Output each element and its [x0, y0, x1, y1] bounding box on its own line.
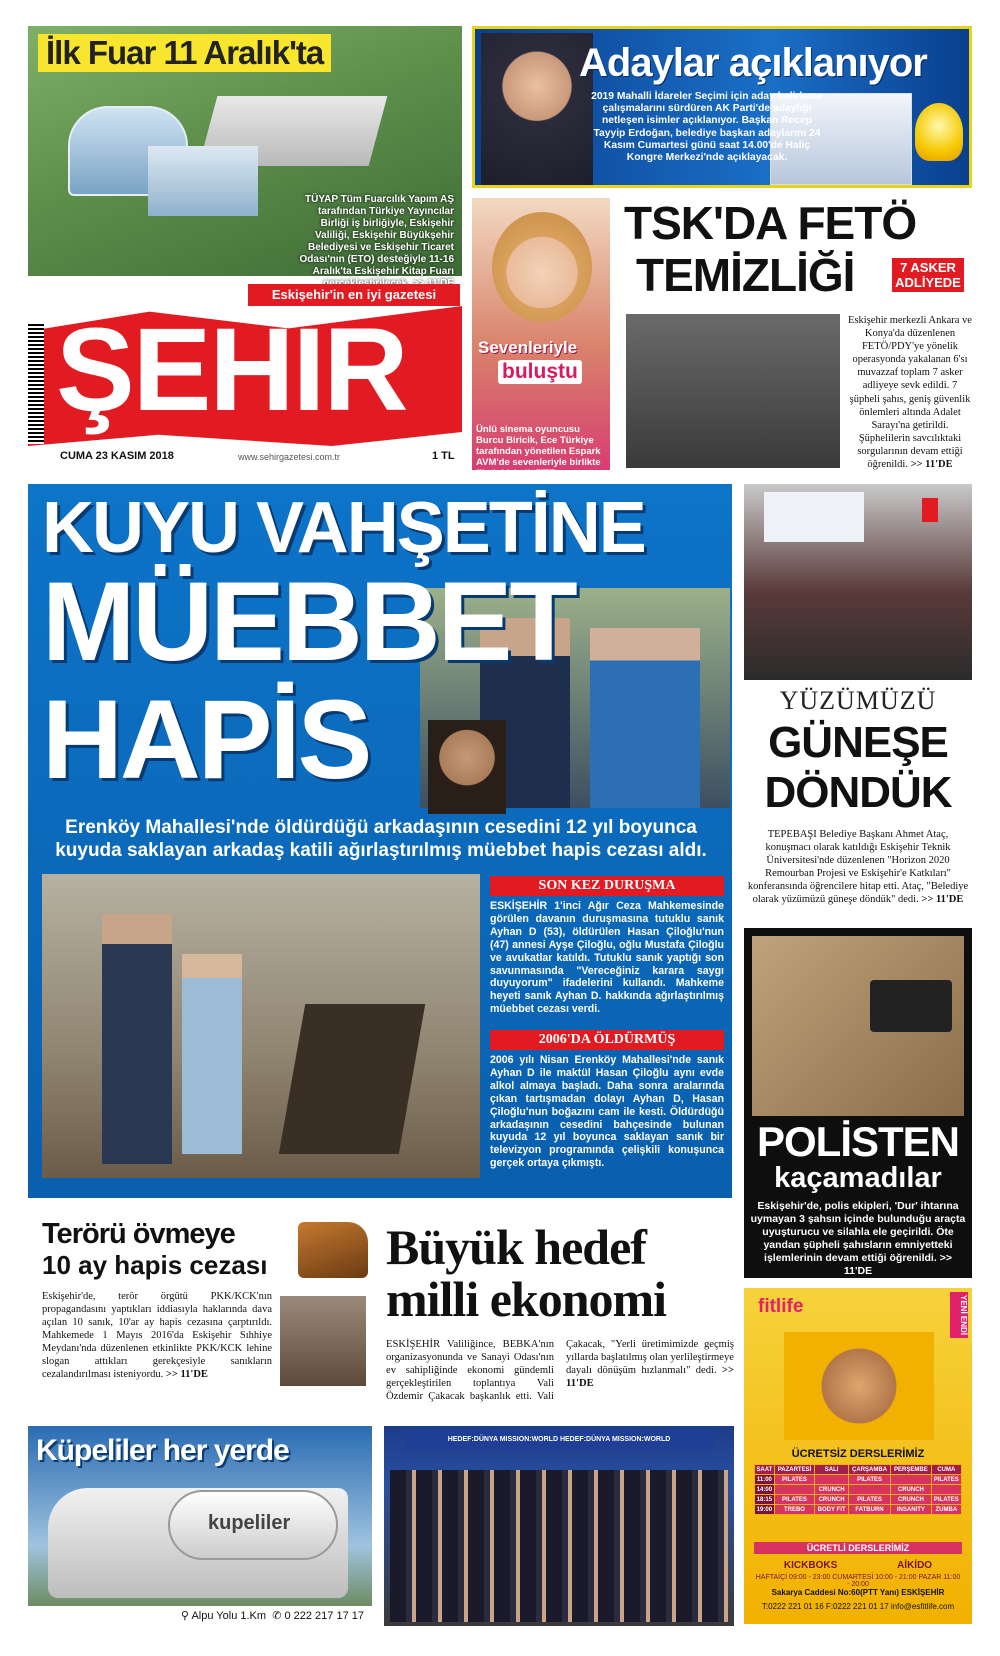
schedule-cell: 19:00 [755, 1505, 775, 1515]
adaylar-body: 2019 Mahalli İdareler Seçimi için aday belirleme çalışmalarını sürdüren AK Parti'de adaylığı netleşen isimler açıklanıyor. Başkan Recep Tayyip Erdoğan, belediye başkan adaylarını 24 Kasım Cumartesi günü saat 14.00'de Haliç Kongre Merkezi'nde açıklayacak. [591, 91, 823, 164]
schedule-header: PERŞEMBE [891, 1465, 932, 1475]
schedule-cell: PILATES [931, 1495, 961, 1505]
projection-screen [764, 492, 864, 542]
masthead [28, 284, 462, 470]
section-son-kez-label: SON KEZ DURUŞMA [490, 876, 724, 896]
paid-class-aikido: AİKİDO [897, 1560, 933, 1571]
tsk-page-ref[interactable]: >> 11'DE [910, 459, 953, 471]
kupeliler-contact [28, 1606, 372, 1626]
schedule-cell: BODY FIT [815, 1505, 849, 1515]
schedule-cell: PILATES [774, 1495, 814, 1505]
schedule-cell [931, 1485, 961, 1495]
well-scene-photo [42, 874, 480, 1178]
sevenleri-headline-2[interactable]: buluştu [498, 360, 582, 384]
well-opening [279, 1004, 425, 1154]
polis-page-ref[interactable]: >> 11'DE [843, 1252, 952, 1277]
hedef-headline-1[interactable]: Büyük hedef [386, 1219, 646, 1275]
issue-price: 1 TL [432, 450, 455, 462]
fitlife-address: Sakarya Caddesi No:60(PTT Yanı) ESKİŞEHİR [771, 1588, 945, 1597]
schedule-header: ÇARŞAMBA [848, 1465, 890, 1475]
schedule-cell: CRUNCH [891, 1485, 932, 1495]
schedule-row [755, 1495, 962, 1505]
schedule-cell: INSANITY [891, 1505, 932, 1515]
website-link[interactable]: www.sehirgazetesi.com.tr [238, 452, 341, 462]
schedule-cell: TREBO [774, 1505, 814, 1515]
tsk-suspects-photo [626, 314, 840, 468]
hedef-headline-2[interactable]: milli ekonomi [386, 1271, 667, 1327]
schedule-cell: 18:15 [755, 1495, 775, 1505]
fuar-story[interactable] [28, 26, 462, 276]
gunes-headline-0[interactable]: YÜZÜMÜZÜ [779, 686, 937, 715]
schedule-header: SAAT [756, 1466, 773, 1473]
investigator-figure [102, 914, 172, 1164]
gunes-body [744, 828, 972, 906]
schedule-cell: FATBURN [848, 1505, 890, 1515]
kupeliler-address: Alpu Yolu 1.Km [191, 1610, 267, 1622]
schedule-cell: CRUNCH [815, 1495, 849, 1505]
teror-story[interactable] [28, 1210, 370, 1414]
kupeliler-ad[interactable] [28, 1426, 372, 1626]
sevenleri-page-ref[interactable]: 5'TE [535, 468, 556, 479]
fuar-headline[interactable]: İlk Fuar 11 Aralık'ta [38, 34, 331, 72]
hedef-page-ref[interactable]: >> 11'DE [566, 1365, 734, 1389]
tsk-body [848, 314, 972, 471]
fitlife-logo[interactable]: fitlife [758, 1296, 804, 1317]
schedule-cell [774, 1485, 814, 1495]
teror-page-ref[interactable]: >> 11'DE [165, 1369, 208, 1380]
kupeliler-brand: kupeliler [208, 1512, 291, 1534]
schedule-header: CUMA [931, 1465, 961, 1475]
schedule-cell: PILATES [848, 1475, 890, 1485]
polis-story[interactable] [744, 928, 972, 1278]
section-2006-body: 2006 yılı Nisan Erenköy Mahallesi'nde sanık Ayhan D ile maktül Hasan Çiloğlu aynı evde alkol almaya başladı. Daha sonra aralarında çıkan tartışmadan dolayı Ayhan D, Hasan Çiloğlu'nun boğazını cam ile kesti. Öldürdüğü arkadaşının cesedini bahçesinde bulunan kuyuda 12 yıl boyunca saklayan sanık bir televizyon programında çelişkili konuşunca gerçek ortaya çıkmıştı. [490, 1054, 724, 1170]
schedule-cell [891, 1475, 932, 1485]
lightbulb-icon [915, 103, 963, 161]
main-story[interactable] [28, 484, 732, 1198]
polis-headline-2[interactable]: kaçamadılar [774, 1162, 942, 1194]
paid-classes-title: ÜCRETLİ DERSLERİMİZ [754, 1542, 962, 1554]
adaylar-story[interactable] [472, 26, 972, 188]
fuar-caption-text: TÜYAP Tüm Fuarcılık Yapım AŞ tarafından Türkiye Yayıncılar Birliği iş birliğiyle, Eskişehir Valiliği, Eskişehir Büyükşehir Belediyesi ve Eskişehir Ticaret Odası'nın (ETO) desteğiyle 11-16 Aralık'ta Eskişehir Kitap Fuarı [299, 194, 454, 277]
schedule-row [755, 1475, 962, 1485]
sevenleri-body [476, 424, 606, 479]
schedule-cell: PILATES [931, 1475, 961, 1485]
schedule-header: PAZARTESİ [774, 1465, 814, 1475]
courtroom-photo [280, 1296, 366, 1386]
teror-headline-1[interactable]: Terörü övmeye [42, 1218, 235, 1250]
fitlife-badge: YENİ ENDİ [950, 1292, 968, 1338]
teror-body [42, 1290, 272, 1381]
sevenleri-body-text: Ünlü sinema oyuncusu Burcu Biricik, Ece Türkiye tarafından yönetilen Espark AVM'de sevenleriyle birlikte filmini izledi. [476, 424, 601, 479]
gunes-headline-2[interactable]: DÖNDÜK [764, 768, 952, 817]
hedef-body [386, 1338, 734, 1403]
schedule-cell [848, 1485, 890, 1495]
teror-headline-2[interactable]: 10 ay hapis cezası [42, 1250, 268, 1280]
schedule-cell: PILATES [848, 1495, 890, 1505]
schedule-cell: PILATES [774, 1475, 814, 1485]
paid-classes [754, 1560, 962, 1571]
schedule-cell: CRUNCH [815, 1485, 849, 1495]
meeting-group-photo [384, 1426, 734, 1626]
sevenleri-story[interactable] [472, 198, 610, 479]
pistol-shape [870, 980, 952, 1032]
teror-body-text: Eskişehir'de, terör örgütü PKK/KCK'nın propagandasını yaptıkları iddiasıyla haklarında dava açılan 10 sanık, 10'ar ay hapis cezasına çarptırıldı. Mahkemede 1 Mayıs 2016'da Eskişehir Sıhhiye Meydanı'nda düzenlenen etkinlikte PKK/KCK lehine slogan attıkları gerekçesiyle sanıkların cezalandırılması isteniyordu. [42, 1291, 272, 1380]
gunes-headline-1[interactable]: GÜNEŞE [768, 718, 948, 767]
section-son-kez-body: ESKİŞEHİR 1'inci Ağır Ceza Mahkemesinde görülen davanın duruşmasına tutuklu sanık Ayhan D (53), öldürülen Hasan Çiloğlu'nun (47) annesi Ayşe Çiloğlu, oğlu Mustafa Çiloğlu ve avukatlar katıldı. Tutuklu sanık yaptığı son savunmasında "Vereceğiniz karara saygı duyuyorum" ifadelerini kullandı. Mahkeme heyeti sanık Ayhan D. hakkında ağırlaştırılmış müebbet cezası verdi. [490, 900, 724, 1016]
schedule-header: SALI [815, 1465, 849, 1475]
main-headline-1[interactable]: KUYU VAHŞETİNE [42, 488, 645, 568]
location-pin-icon: ⚲ [180, 1610, 189, 1622]
schedule-cell: 14:00 [755, 1485, 775, 1495]
officials-group [390, 1470, 728, 1622]
barcode [28, 324, 44, 444]
opening-hours: HAFTAİÇİ 09:00 - 23:00 CUMARTESİ 10:00 - 21:00 PAZAR 11:00 - 20:00 [755, 1574, 961, 1588]
fuar-building-glass [148, 146, 258, 216]
erdogan-photo [481, 33, 593, 185]
polis-body [750, 1200, 966, 1278]
polis-headline-1[interactable]: POLİSTEN [756, 1118, 960, 1165]
phone-icon: ✆ [272, 1610, 282, 1622]
issue-date: CUMA 23 KASIM 2018 [60, 450, 174, 462]
class-schedule-table [754, 1464, 962, 1515]
suspect-figure [590, 628, 700, 808]
fitlife-ad[interactable] [744, 1288, 972, 1624]
tsk-body-text: Eskişehir merkezli Ankara ve Konya'da düzenlenen FETÖ/PDY'ye yönelik operasyonda yakalanan 6'sı muvazzaf toplam 7 asker adliyeye sevk edildi. 7 şüpheli şahıs, geniş güvenlik önlemleri altında Adalet Sarayı'na getirildi. Şüphelilerin savcılıktaki sorgularının devam ettiği öğrenildi. [848, 315, 972, 471]
sevenleri-headline-1[interactable]: Sevenleriyle [478, 338, 578, 357]
tsk-headline-2[interactable]: TEMİZLİĞİ [636, 249, 855, 301]
schedule-row [755, 1505, 962, 1515]
schedule-row [755, 1485, 962, 1495]
schedule-cell [815, 1475, 849, 1485]
tsk-story[interactable] [620, 196, 972, 470]
fitness-model-photo [784, 1332, 934, 1440]
kupeliler-phone[interactable]: 0 222 217 17 17 [284, 1610, 364, 1622]
schedule-cell: 11:00 [755, 1475, 775, 1485]
kupeliler-headline[interactable]: Küpeliler her yerde [36, 1434, 289, 1467]
gunes-page-ref[interactable]: >> 11'DE [921, 894, 964, 905]
conference-photo [744, 484, 972, 680]
victim-portrait-photo [428, 720, 506, 814]
main-headline-2[interactable]: MÜEBBET [42, 559, 575, 684]
turkish-flag [922, 498, 938, 522]
fuar-caption [294, 194, 454, 290]
section-2006-label: 2006'DA ÖLDÜRMÜŞ [490, 1030, 724, 1050]
hedef-dunya-banner: HEDEF:DÜNYA MISSION:WORLD HEDEF:DÜNYA MISSION:WORLD [404, 1430, 714, 1450]
masthead-slogan: Eskişehir'in en iyi gazetesi [248, 284, 460, 306]
schedule-header-row [755, 1465, 962, 1475]
main-subtitle: Erenköy Mahallesi'nde öldürdüğü arkadaşının cesedini 12 yıl boyunca kuyuda saklayan arkadaş katili ağırlaştırılmış müebbet hapis cezası aldı. [55, 817, 707, 861]
worker-figure [182, 954, 242, 1154]
masthead-title[interactable]: ŞEHİR [56, 304, 407, 436]
schedule-cell: ZUMBA [931, 1505, 961, 1515]
tsk-badge: 7 ASKER ADLİYEDE [892, 258, 964, 292]
gunes-body-text: TEPEBAŞI Belediye Başkanı Ahmet Ataç, konuşmacı olarak katıldığı Eskişehir Teknik Üniversitesi'nde düzenlenen "Horizon 2020 Remourban Projesi ve Eskişehir'e Katkıları" konferansında öğrencilere hitap etti. Ataç, "Belediye olarak yüzümüzü güneşe döndük" dedi. [747, 829, 969, 905]
tsk-headline-1[interactable]: TSK'DA FETÖ [624, 197, 917, 249]
seized-items-photo [752, 936, 964, 1116]
polis-body-text: Eskişehir'de, polis ekipleri, 'Dur' ihtarına uymayan 3 şahsın içinde bulunduğu araçta uyuşturucu ve silahla ele geçirildi. Öte yandan şüpheli şahısların emniyetteki işlemlerinin devam ettiği öğrenildi. [750, 1200, 966, 1264]
schedule-cell: CRUNCH [891, 1495, 932, 1505]
gavel-icon [298, 1222, 368, 1278]
paid-class-kickboks: KICKBOKS [783, 1560, 838, 1571]
burcu-biricik-photo [492, 212, 592, 322]
section-2006 [490, 1030, 724, 1170]
main-headline-3[interactable]: HAPİS [42, 677, 370, 802]
gunes-story[interactable] [744, 686, 972, 916]
fitlife-contact[interactable]: T:0222 221 01 16 F:0222 221 01 17 info@esfitlife.com [761, 1602, 955, 1611]
hedef-story[interactable] [384, 1210, 734, 1418]
section-son-kez [490, 876, 724, 1016]
hedef-body-text: ESKİŞEHİR Valiliğince, BEBKA'nın organizasyonunda ve Sanayi Odası'nın ev sahipliğinde ekonomi gündemli gerçekleştirilen toplantıya Vali Özdemir Çakacak başkanlık etti. Vali Çakacak, "Yerli üretimimizde geçmiş yıllarda başlatılmış olan yerlileştirmeye dayalı dönüşüm hızlanmalı" dedi. [386, 1339, 734, 1402]
adaylar-headline[interactable]: Adaylar açıklanıyor [579, 41, 927, 85]
free-classes-title: ÜCRETSİZ DERSLERİMİZ [791, 1448, 925, 1460]
